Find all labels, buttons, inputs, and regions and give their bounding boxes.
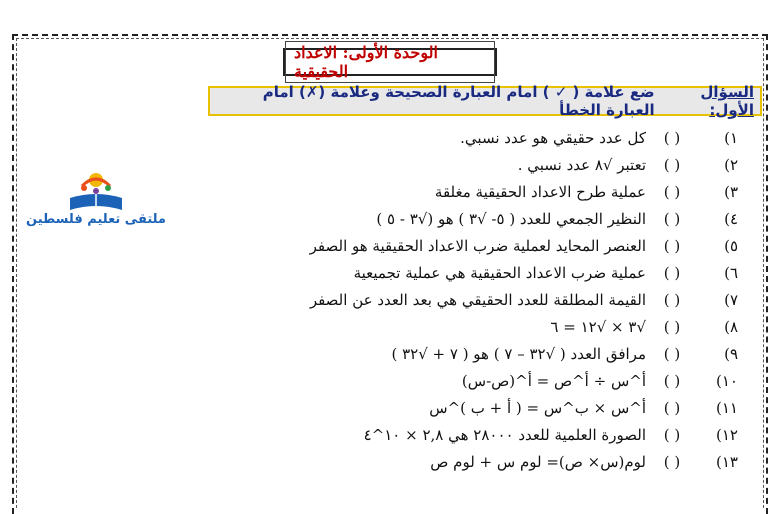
logo-text: ملتقى تعليم فلسطين xyxy=(26,212,166,227)
item-number: ٦) xyxy=(724,263,738,282)
item-statement: لوم(س× ص)= لوم س + لوم ص xyxy=(430,452,646,471)
item-number: ١١) xyxy=(716,398,738,417)
item-number: ٢) xyxy=(724,155,738,174)
list-item xyxy=(298,367,738,394)
item-number: ٥) xyxy=(724,236,738,255)
item-statement: الصورة العلمية للعدد ٢٨٠٠٠ هي ٢,٨ × ١٠^٤ xyxy=(363,425,646,444)
answer-blank[interactable]: ( ) xyxy=(663,425,681,444)
item-number: ١) xyxy=(724,128,738,147)
questions-list xyxy=(298,124,738,475)
list-item xyxy=(298,259,738,286)
question-instruction: ضع علامة ( ✓ ) امام العبارة الصحيحة وعلامة (✗) امام العبارة الخطأ xyxy=(262,83,655,119)
item-statement: كل عدد حقيقي هو عدد نسبي. xyxy=(460,128,646,147)
list-item xyxy=(298,394,738,421)
list-item xyxy=(298,232,738,259)
answer-blank[interactable]: ( ) xyxy=(663,290,681,309)
item-statement: عملية طرح الاعداد الحقيقية مغلقة xyxy=(434,182,646,201)
item-number: ٧) xyxy=(724,290,738,309)
item-statement: √٣ × √١٢ = ٦ xyxy=(550,317,646,336)
item-number: ١٠) xyxy=(716,371,738,390)
item-number: ٣) xyxy=(724,182,738,201)
item-number: ٨) xyxy=(724,317,738,336)
list-item xyxy=(298,205,738,232)
answer-blank[interactable]: ( ) xyxy=(663,344,681,363)
list-item xyxy=(298,421,738,448)
list-item xyxy=(298,124,738,151)
answer-blank[interactable]: ( ) xyxy=(663,452,681,471)
item-number: ١٣) xyxy=(716,452,738,471)
list-item xyxy=(298,178,738,205)
answer-blank[interactable]: ( ) xyxy=(663,371,681,390)
question-label: السؤال الأول: xyxy=(700,83,754,119)
item-number: ٤) xyxy=(724,209,738,228)
answer-blank[interactable]: ( ) xyxy=(663,317,681,336)
list-item xyxy=(298,340,738,367)
item-statement: النظير الجمعي للعدد ( ٥- √٣ ) هو (√٣ - ٥ ) xyxy=(376,209,646,228)
item-statement: أ^س ÷ أ^ص = أ^(ص-س) xyxy=(461,371,646,390)
unit-title: الوحدة الأولى: الاعداد الحقيقية xyxy=(294,43,438,81)
item-statement: مرافق العدد ( √٣٢ – ٧ ) هو ( ٧ + √٣٢ ) xyxy=(391,344,646,363)
list-item xyxy=(298,313,738,340)
book-logo-icon xyxy=(22,168,170,214)
list-item xyxy=(298,286,738,313)
answer-blank[interactable]: ( ) xyxy=(663,236,681,255)
item-statement: تعتبر √٨ عدد نسبي . xyxy=(517,155,646,174)
unit-title-box xyxy=(283,43,497,81)
answer-blank[interactable]: ( ) xyxy=(663,398,681,417)
answer-blank[interactable]: ( ) xyxy=(663,209,681,228)
item-statement: القيمة المطلقة للعدد الحقيقي هي بعد العدد عن الصفر xyxy=(309,290,646,309)
site-logo xyxy=(22,168,170,234)
answer-blank[interactable]: ( ) xyxy=(663,155,681,174)
question-header xyxy=(208,83,762,119)
answer-blank[interactable]: ( ) xyxy=(663,263,681,282)
answer-blank[interactable]: ( ) xyxy=(663,128,681,147)
item-number: ٩) xyxy=(724,344,738,363)
item-statement: أ^س × ب^س = ( أ + ب )^س xyxy=(429,398,646,417)
list-item xyxy=(298,448,738,475)
unit-title-inner xyxy=(285,41,495,83)
list-item xyxy=(298,151,738,178)
item-number: ١٢) xyxy=(716,425,738,444)
answer-blank[interactable]: ( ) xyxy=(663,182,681,201)
item-statement: عملية ضرب الاعداد الحقيقية هي عملية تجميعية xyxy=(353,263,646,282)
item-statement: العنصر المحايد لعملية ضرب الاعداد الحقيقية هو الصفر xyxy=(309,236,646,255)
